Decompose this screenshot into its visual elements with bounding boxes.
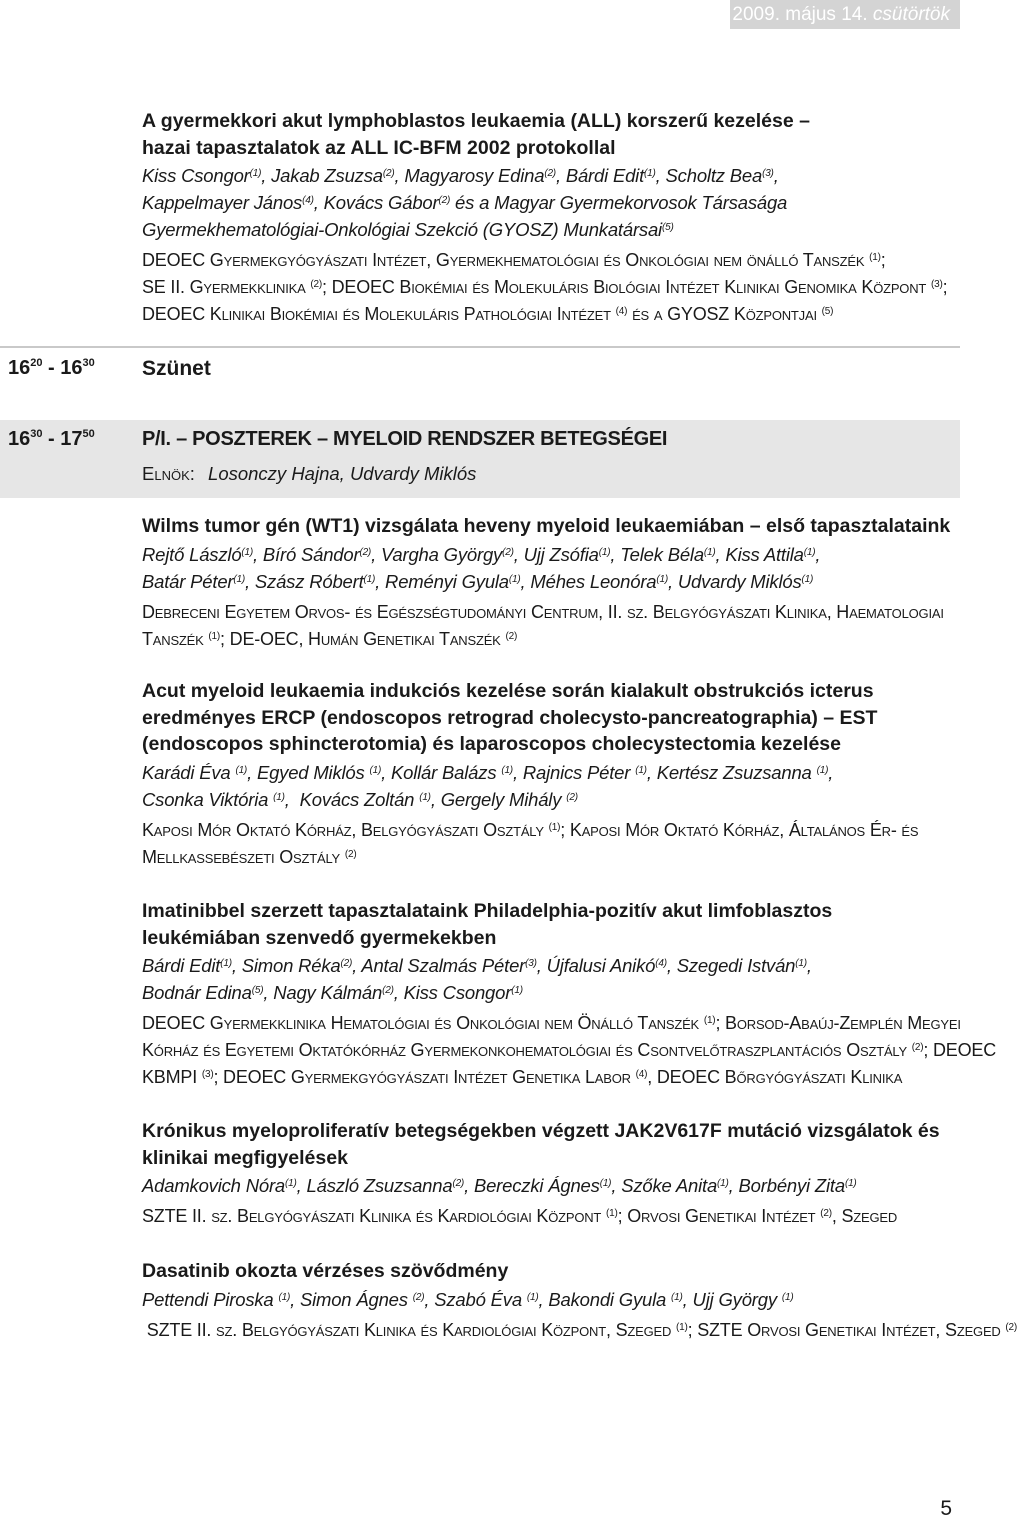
- abstract-block: [142, 513, 954, 653]
- author-line: Kappelmayer János$^{(4)}$, Kovács Gábor$^{(2)}$ és a Magyar Gyermekorvosok Társasága: [142, 192, 788, 213]
- institution-list: [142, 599, 954, 653]
- institution-line: Mellkassebészeti Osztály $^{(2)}$: [142, 846, 357, 867]
- time-minute: 30: [30, 428, 43, 440]
- session-title: P/I. – POSZTEREK – MYELOID RENDSZER BETEGSÉGEI: [142, 428, 668, 450]
- time-hour: 16: [60, 357, 83, 379]
- abstract-title: [142, 1258, 954, 1285]
- title-line: Imatinibbel szerzett tapasztalataink Philadelphia-pozitív akut limfoblasztos: [142, 900, 833, 922]
- abstract-title: [142, 678, 954, 758]
- institution-line: SZTE II. sz. Belgyógyászati Klinika és Kardiológiai Központ, Szeged $^{(1)}$; SZTE Orvosi Genetikai Intézet, Szeged $^{(2)}$: [142, 1319, 1017, 1340]
- abstract-block: [142, 1258, 1017, 1344]
- institution-line: SE II. Gyermekklinika $^{(2)}$; DEOEC Biokémiai és Molekuláris Biológiai Intézet Klinikai Genomika Központ $^{(3)}$;: [142, 277, 948, 297]
- author-list: [142, 162, 954, 243]
- institution-line: Tanszék $^{(1)}$; DE-OEC, Humán Genetikai Tanszék $^{(2)}$: [142, 628, 518, 649]
- break-time: $16^{20} - 16^{30}$: [8, 357, 95, 379]
- time-minute: 30: [82, 357, 95, 369]
- session-time: $16^{30} - 17^{50}$: [8, 428, 95, 450]
- break-label: Szünet: [142, 357, 211, 380]
- time-minute: 20: [30, 357, 43, 369]
- institution-line: Kaposi Mór Oktató Kórház, Belgyógyászati Osztály $^{(1)}$; Kaposi Mór Oktató Kórház, Általános Ér- és: [142, 819, 919, 840]
- title-line: leukémiában szenvedő gyermekekben: [142, 926, 497, 949]
- institution-list: [142, 817, 954, 871]
- abstract-title: [142, 108, 954, 161]
- title-line: Acut myeloid leukaemia indukciós kezelése során kialakult obstrukciós icterus: [142, 680, 874, 702]
- time-hour: 16: [8, 428, 31, 450]
- session-chairs: [142, 463, 476, 485]
- title-line: Dasatinib okozta vérzéses szövődmény: [142, 1260, 509, 1282]
- title-line: eredményes ERCP (endoscopos retrograd cholecysto-pancreatographia) – EST: [142, 706, 878, 729]
- header-date: 2009. május 14.: [732, 4, 868, 25]
- date-header: [730, 0, 960, 29]
- section-divider: [0, 346, 960, 348]
- institution-line: KBMPI $^{(3)}$; DEOEC Gyermekgyógyászati Intézet Genetika Labor $^{(4)}$, DEOEC Bőrgyógyászati Klinika: [142, 1067, 903, 1087]
- institution-line: DEOEC Klinikai Biokémiai és Molekuláris Pathológiai Intézet $^{(4)}$ és a GYOSZ Központjai $^{(5)}$: [142, 304, 834, 324]
- title-line: Wilms tumor gén (WT1) vizsgálata heveny myeloid leukaemiában – első tapasztalataink: [142, 515, 951, 537]
- institution-list: [142, 1010, 997, 1091]
- author-line: Csonka Viktória $^{(1)}$, Kovács Zoltán $^{(1)}$, Gergely Mihály $^{(2)}$: [142, 788, 578, 810]
- institution-list: [142, 247, 954, 328]
- author-line: Pettendi Piroska $^{(1)}$, Simon Ágnes $^{(2)}$, Szabó Éva $^{(1)}$, Bakondi Gyula $^{(1)}$, Ujj György $^{(1)}$: [142, 1288, 794, 1310]
- author-line: Adamkovich Nóra$^{(1)}$, László Zsuzsanna$^{(2)}$, Bereczki Ágnes$^{(1)}$, Szőke Anita$^{(1)}$, Borbényi Zita$^{(1)}$: [142, 1175, 857, 1196]
- title-line: Krónikus myeloproliferatív betegségekben végzett JAK2V617F mutáció vizsgálatok és: [142, 1120, 940, 1142]
- author-line: Bárdi Edit$^{(1)}$, Simon Réka$^{(2)}$, Antal Szalmás Péter$^{(3)}$, Újfalusi Anikó$^{(4)}$, Szegedi István$^{(1)}$,: [142, 955, 812, 976]
- time-hour: 16: [8, 357, 31, 379]
- institution-list: [142, 1203, 954, 1230]
- author-line: Karádi Éva $^{(1)}$, Egyed Miklós $^{(1)}$, Kollár Balázs $^{(1)}$, Rajnics Péter $^{(1)}$, Kertész Zsuzsanna $^{(1)}$,: [142, 761, 834, 783]
- title-line: hazai tapasztalatok az ALL IC-BFM 2002 protokollal: [142, 136, 616, 159]
- author-line: Batár Péter$^{(1)}$, Szász Róbert$^{(1)}$, Reményi Gyula$^{(1)}$, Méhes Leonóra$^{(1)}$, Udvardy Miklós$^{(1)}$: [142, 570, 814, 592]
- abstract-block: [142, 898, 997, 1091]
- author-list: [142, 541, 954, 595]
- author-line: Gyermekhematológiai-Onkológiai Szekció (GYOSZ) Munkatársai$^{(5)}$: [142, 219, 674, 240]
- title-line: A gyermekkori akut lymphoblastos leukaemia (ALL) korszerű kezelése –: [142, 110, 810, 132]
- author-line: Rejtő László$^{(1)}$, Bíró Sándor$^{(2)}$, Vargha György$^{(2)}$, Ujj Zsófia$^{(1)}$, Telek Béla$^{(1)}$, Kiss Attila$^{(1)}$,: [142, 543, 821, 565]
- chair-names: Losonczy Hajna, Udvardy Miklós: [208, 463, 477, 484]
- author-list: [142, 759, 954, 813]
- author-list: [142, 1286, 954, 1313]
- author-list: [142, 1172, 954, 1199]
- time-minute: 50: [82, 428, 95, 440]
- title-line: (endoscopos sphincterotomia) és laparoscopos cholecystectomia kezelése: [142, 733, 841, 755]
- institution-line: DEOEC Gyermekklinika Hematológiai és Onkológiai nem Önálló Tanszék $^{(1)}$; Borsod-Abaúj-Zemplén Megyei: [142, 1013, 961, 1033]
- author-list: [142, 952, 954, 1006]
- institution-line: SZTE II. sz. Belgyógyászati Klinika és Kardiológiai Központ $^{(1)}$; Orvosi Genetikai Intézet $^{(2)}$, Szeged: [142, 1206, 898, 1226]
- page-number: 5: [940, 1497, 952, 1520]
- abstract-title: [142, 1118, 954, 1171]
- abstract-block-1: [142, 108, 954, 328]
- institution-line: DEOEC Gyermekgyógyászati Intézet, Gyermekhematológiai és Onkológiai nem önálló Tanszék $^{(1)}$;: [142, 250, 886, 270]
- abstract-block: [142, 1118, 954, 1230]
- time-hour: 17: [60, 428, 83, 450]
- abstract-block: [142, 678, 954, 871]
- abstract-title: [142, 513, 954, 540]
- institution-list: [142, 1317, 1017, 1344]
- title-line: klinikai megfigyelések: [142, 1146, 348, 1169]
- institution-line: Kórház és Egyetemi Oktatókórház Gyermekonkohematológiai és Csontvelőtraszplantációs Osztály $^{(2)}$; DEOEC: [142, 1040, 997, 1060]
- chair-label: Elnök:: [142, 463, 195, 484]
- institution-line: Debreceni Egyetem Orvos- és Egészségtudományi Centrum, II. sz. Belgyógyászati Klinika, Haematologiai: [142, 601, 944, 622]
- author-line: Kiss Csongor$^{(1)}$, Jakab Zsuzsa$^{(2)}$, Magyarosy Edina$^{(2)}$, Bárdi Edit$^{(1)}$, Scholtz Bea$^{(3)}$,: [142, 165, 779, 186]
- abstract-title: [142, 898, 954, 951]
- author-line: Bodnár Edina$^{(5)}$, Nagy Kálmán$^{(2)}$, Kiss Csongor$^{(1)}$: [142, 982, 523, 1003]
- header-day: csütörtök: [872, 4, 950, 25]
